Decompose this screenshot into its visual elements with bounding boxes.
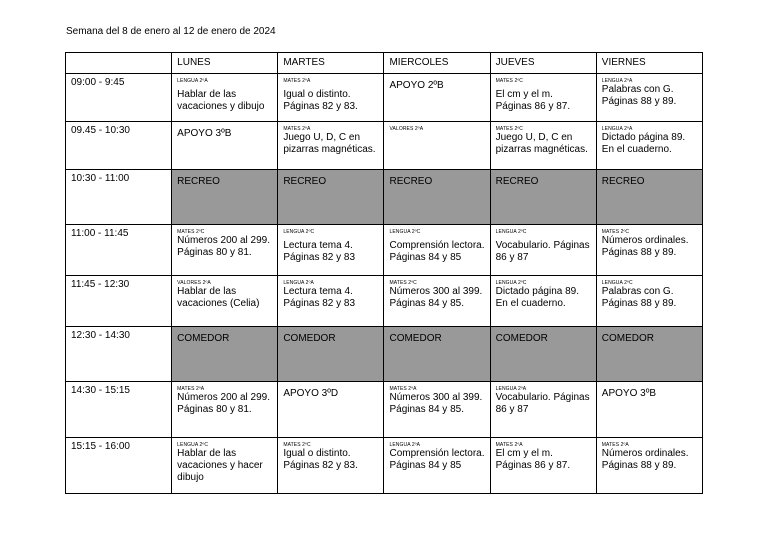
activity-text: Lectura tema 4. Páginas 82 y 83 [283,240,356,263]
activity-text: El cm y el m. Páginas 86 y 87. [495,89,571,112]
break-cell [278,327,384,382]
activity-text: COMEDOR [389,333,442,344]
activity-text: Comprensión lectora. Páginas 84 y 85 [389,240,485,263]
schedule-row [66,438,703,494]
schedule-heading: Semana del 8 de enero al 12 de enero de 2024 [66,26,276,37]
activity-text: RECREO [283,176,327,187]
activity-text: Hablar de las vacaciones y dibujo [177,89,265,112]
class-cell [278,122,384,170]
activity-text: Números ordinales. Páginas 88 y 89. [601,448,689,471]
activity-text: Igual o distinto. Páginas 82 y 83. [283,448,358,471]
subject-group-tag: MATES 2ºC [389,280,417,286]
subject-group-tag: MATES 2ºC [601,229,630,235]
activity-text: RECREO [177,176,220,187]
subject-group-tag: MATES 2ºC [495,126,523,132]
schedule-row [66,276,703,327]
subject-group-tag: MATES 2ºA [495,442,523,448]
activity-text: Vocabulario. Páginas 86 y 87 [495,392,590,415]
break-cell [172,327,278,382]
class-cell [596,382,702,438]
class-cell [172,122,278,170]
schedule-row [66,327,703,382]
activity-text: Igual o distinto. Páginas 82 y 83. [283,89,358,112]
day-header: LUNES [172,53,278,74]
time-slot: 10:30 - 11:00 [66,170,172,225]
class-cell [384,438,490,494]
activity-text: Números ordinales. Páginas 88 y 89. [601,235,689,258]
subject-group-tag: LENGUA 2ºC [389,229,421,235]
activity-text: APOYO 3ºB [177,128,232,139]
subject-group-tag: MATES 2ºA [177,386,205,392]
activity-text: Hablar de las vacaciones (Celia) [177,286,260,309]
class-cell [172,438,278,494]
class-cell [278,74,384,122]
day-header: VIERNES [596,53,702,74]
corner-cell [66,53,172,74]
activity-text: Palabras con G. Páginas 88 y 89. [601,84,677,107]
subject-group-tag: LENGUA 2ºA [389,442,421,448]
subject-group-tag: LENGUA 2ºC [495,229,527,235]
class-cell [384,74,490,122]
break-cell [172,170,278,225]
class-cell [278,382,384,438]
class-cell [384,122,490,170]
subject-group-tag: MATES 2ºC [495,78,523,84]
subject-group-tag: LENGUA 2ºC [601,280,633,286]
break-cell [490,327,596,382]
class-cell [596,276,702,327]
class-cell [278,225,384,276]
class-cell [172,225,278,276]
subject-group-tag: LENGUA 2ºA [177,78,208,84]
subject-group-tag: LENGUA 2ºC [495,280,527,286]
activity-text: Comprensión lectora. Páginas 84 y 85 [389,448,485,471]
subject-group-tag: LENGUA 2ºA [283,280,314,286]
subject-group-tag: MATES 2ºC [283,442,311,448]
class-cell [490,276,596,327]
weekly-schedule-table [65,52,703,494]
class-cell [490,225,596,276]
class-cell [172,74,278,122]
activity-text: RECREO [389,176,433,187]
activity-text: Lectura tema 4. Páginas 82 y 83 [283,286,356,309]
time-slot: 11:45 - 12:30 [66,276,172,327]
activity-text: RECREO [601,176,645,187]
activity-text: APOYO 3ºD [283,388,339,399]
activity-text: Hablar de las vacaciones y hacer dibujo [177,448,263,483]
activity-text: Números 200 al 299. Páginas 80 y 81. [177,235,270,258]
class-cell [490,74,596,122]
schedule-row [66,74,703,122]
day-header: MIERCOLES [384,53,490,74]
subject-group-tag: MATES 2ºA [283,78,311,84]
activity-text: COMEDOR [601,333,655,344]
activity-text: Palabras con G. Páginas 88 y 89. [601,286,677,309]
class-cell [278,276,384,327]
subject-group-tag: MATES 2ºA [283,126,311,132]
activity-text: COMEDOR [177,333,230,344]
activity-text: El cm y el m. Páginas 86 y 87. [495,448,571,471]
time-slot: 14:30 - 15:15 [66,382,172,438]
day-header: MARTES [278,53,384,74]
class-cell [596,225,702,276]
activity-text: Dictado página 89. En el cuaderno. [601,132,686,155]
break-cell [596,170,702,225]
activity-text: Juego U, D, C en pizarras magnéticas. [283,132,376,155]
subject-group-tag: MATES 2ºA [601,442,629,448]
activity-text: COMEDOR [495,333,548,344]
class-cell [172,382,278,438]
break-cell [384,327,490,382]
schedule-row [66,170,703,225]
schedule-row [66,122,703,170]
time-slot: 09:00 - 9:45 [66,74,172,122]
class-cell [278,438,384,494]
class-cell [596,122,702,170]
subject-group-tag: MATES 2ºA [389,386,417,392]
subject-group-tag: VALORES 2ºA [389,126,424,132]
class-cell [596,74,702,122]
time-slot: 11:00 - 11:45 [66,225,172,276]
day-header: JUEVES [490,53,596,74]
subject-group-tag: LENGUA 2ºC [283,229,315,235]
break-cell [384,170,490,225]
time-slot: 09.45 - 10:30 [66,122,172,170]
activity-text: Números 300 al 399. Páginas 84 y 85. [389,392,483,415]
activity-text: RECREO [495,176,539,187]
activity-text: Números 300 al 399. Páginas 84 y 85. [389,286,483,309]
class-cell [490,382,596,438]
class-cell [490,438,596,494]
class-cell [384,276,490,327]
activity-text: COMEDOR [283,333,336,344]
break-cell [596,327,702,382]
activity-text: Juego U, D, C en pizarras magnéticas. [495,132,588,155]
class-cell [384,225,490,276]
break-cell [490,170,596,225]
activity-text: Números 200 al 299. Páginas 80 y 81. [177,392,270,415]
subject-group-tag: LENGUA 2ºA [601,78,633,84]
time-slot: 15:15 - 16:00 [66,438,172,494]
activity-text: Dictado página 89. En el cuaderno. [495,286,580,309]
subject-group-tag: LENGUA 2ºC [177,442,209,448]
class-cell [596,438,702,494]
subject-group-tag: VALORES 2ºA [177,280,211,286]
subject-group-tag: LENGUA 2ºA [601,126,633,132]
header-row [66,53,703,74]
class-cell [384,382,490,438]
class-cell [490,122,596,170]
activity-text: APOYO 3ºB [601,388,657,399]
activity-text: Vocabulario. Páginas 86 y 87 [495,240,590,263]
subject-group-tag: LENGUA 2ºA [495,386,527,392]
time-slot: 12:30 - 14:30 [66,327,172,382]
schedule-row [66,382,703,438]
schedule-row [66,225,703,276]
subject-group-tag: MATES 2ºC [177,229,205,235]
class-cell [172,276,278,327]
activity-text: APOYO 2ºB [389,80,444,91]
break-cell [278,170,384,225]
